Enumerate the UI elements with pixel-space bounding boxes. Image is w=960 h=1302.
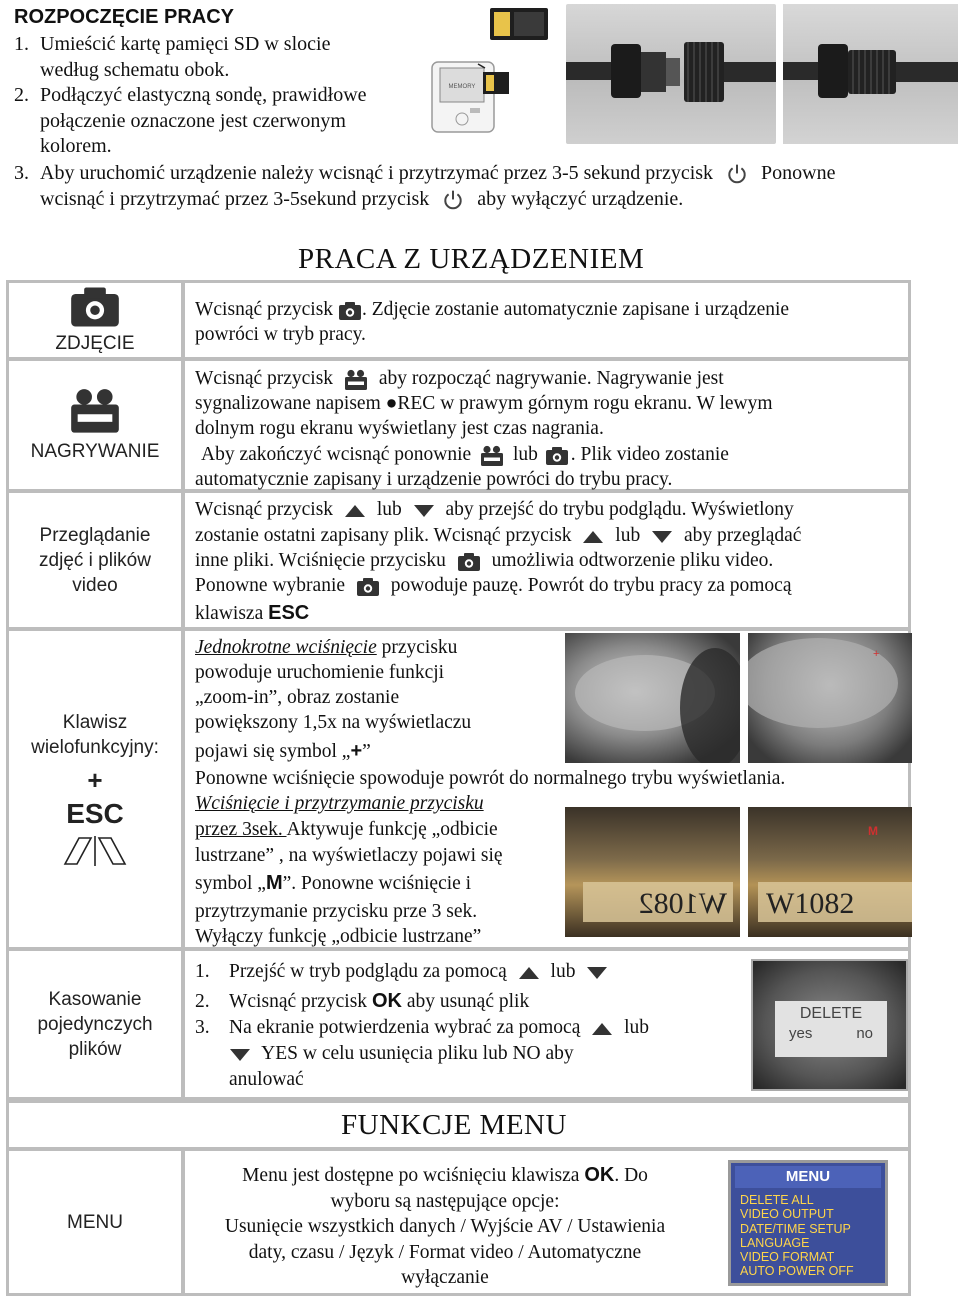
text-line: powróci w tryb pracy.	[195, 324, 366, 345]
text-line: Ponowne wciśnięcie spowoduje powrót do normalnego trybu wyświetlania.	[195, 768, 786, 789]
menu-heading-cell	[6, 1100, 911, 1150]
text-line: powiększony 1,5x na wyświetlaczu	[195, 712, 472, 733]
content-cell-browse	[182, 490, 911, 630]
delete-yes-option: yes	[789, 1025, 813, 1042]
step-2	[14, 83, 414, 160]
text-line: zostanie ostatni zapisany plik. Wcisnąć przycisk lub aby przeglądać	[195, 525, 802, 546]
down-arrow-icon	[413, 504, 435, 518]
step-text: wcisnąć i przytrzymać przez 3-5sekund przycisk	[40, 188, 430, 210]
label-cell-browse	[6, 490, 184, 630]
row-label: Przeglądanie	[39, 524, 151, 546]
camera-icon	[356, 577, 380, 597]
start-title: ROZPOCZĘCIE PRACY	[14, 6, 235, 28]
step-1	[14, 32, 414, 83]
text-line: Menu jest dostępne po wciśnięciu klawisza OK. Do	[242, 1164, 648, 1186]
camera-icon	[545, 446, 569, 466]
down-arrow-icon	[229, 1048, 251, 1062]
text-line: sygnalizowane napisem ●REC w prawym górnym rogu ekranu. W lewym	[195, 393, 773, 414]
label-cell-multi	[6, 628, 184, 950]
step-text-line: Podłączyć elastyczną sondę, prawidłowe	[40, 84, 367, 106]
row-label: ZDJĘCIE	[55, 332, 135, 354]
text-line: inne pliki. Wciśnięcie przycisku umożliwia odtworzenie pliku video.	[195, 550, 774, 571]
label-cell-photo	[6, 280, 184, 360]
row-label: NAGRYWANIE	[30, 440, 160, 462]
mirror-before-photo	[565, 807, 740, 937]
zoom-after-photo	[745, 633, 912, 763]
video-camera-icon	[344, 369, 368, 391]
label-cell-record	[6, 358, 184, 492]
text-line: dolnym rogu ekranu wyświetlany jest czas nagrania.	[195, 418, 604, 439]
row-label: Kasowanie	[48, 988, 142, 1010]
up-arrow-icon	[582, 530, 604, 544]
menu-option[interactable]: VIDEO OUTPUT	[740, 1207, 834, 1222]
text-line: lustrzane” , na wyświetlaczy pojawi się	[195, 845, 503, 866]
row-label: Klawisz	[62, 712, 128, 733]
row-label: pojedynczych	[37, 1013, 153, 1035]
power-icon	[442, 189, 464, 211]
plus-key: +	[350, 740, 363, 762]
step-text: Aby uruchomić urządzenie należy wcisnąć i przytrzymać przez 3-5 sekund przycisk	[40, 162, 714, 184]
down-arrow-icon	[586, 966, 608, 980]
text-line: Jednokrotne wciśnięcie przycisku	[195, 637, 458, 658]
camera-icon	[457, 552, 481, 572]
row-label: MENU	[67, 1211, 123, 1233]
list-item: 3. Na ekranie potwierdzenia wybrać za pomocą lub	[195, 1017, 650, 1038]
ok-key: OK	[584, 1164, 615, 1186]
ok-key: OK	[371, 990, 402, 1012]
row-label: zdjęć i plików	[39, 549, 151, 571]
content-cell-delete	[182, 948, 911, 1100]
menu-option[interactable]: LANGUAGE	[740, 1235, 810, 1250]
svg-text:W1082: W1082	[766, 887, 855, 920]
list-item: 1. Przejść w tryb podglądu za pomocą lub	[195, 959, 614, 985]
section-heading-menu: FUNKCJE MENU	[341, 1109, 567, 1141]
video-camera-icon	[480, 445, 504, 467]
mirror-icon	[55, 834, 135, 868]
text-line: automatycznie zapisany i urządzenie powróci do trybu pracy.	[195, 469, 673, 490]
menu-option[interactable]: AUTO POWER OFF	[740, 1264, 854, 1279]
text-line: powoduje uruchomienie funkcji	[195, 662, 445, 683]
text-line: Usunięcie wszystkich danych / Wyjście AV / Ustawienia	[224, 1216, 666, 1237]
svg-text:W1082: W1082	[638, 887, 727, 920]
text-line: pojawi się symbol „+”	[195, 740, 371, 762]
row-label: video	[72, 574, 118, 596]
probe-connection-photo	[566, 4, 776, 144]
text-line: przytrzymanie przycisku prze 3 sek.	[195, 901, 478, 922]
up-arrow-icon	[591, 1022, 613, 1036]
row-label: plików	[68, 1038, 122, 1060]
menu-description	[185, 1163, 705, 1291]
content-cell-photo	[182, 280, 911, 360]
row-label: wielofunkcyjny:	[31, 737, 159, 758]
list-item-continuation: anulować	[229, 1069, 304, 1090]
menu-screen-title: MENU	[735, 1166, 881, 1188]
step-3	[14, 160, 934, 212]
text-line: Wyłączy funkcję „odbicie lustrzane”	[195, 926, 482, 947]
step-text-line: połączenie oznaczone jest czerwonym	[40, 109, 346, 132]
text-line: Aby zakończyć wcisnąć ponownie lub . Plik video zostanie	[201, 444, 729, 465]
menu-option[interactable]: DATE/TIME SETUP	[740, 1221, 851, 1236]
text-line: Ponowne wybranie powoduje pauzę. Powrót do trybu pracy za pomocą	[195, 575, 792, 596]
text-line: przez 3sek. Aktywuje funkcję „odbicie	[195, 819, 498, 840]
svg-text:+: +	[873, 648, 880, 660]
label-cell-delete	[6, 948, 184, 1100]
step-text: aby wyłączyć urządzenie.	[477, 188, 684, 210]
text-line: daty, czasu / Język / Format video / Automatyczne	[248, 1241, 642, 1263]
text-line: symbol „M”. Ponowne wciśnięcie i	[195, 872, 472, 894]
delete-confirm-screen	[751, 959, 908, 1091]
delete-no-option: no	[856, 1025, 873, 1042]
svg-text:M: M	[868, 824, 878, 838]
power-icon	[726, 163, 748, 185]
probe-connected-photo	[783, 4, 958, 144]
section-heading-praca: PRACA Z URZĄDZENIEM	[298, 243, 645, 275]
step-text: Ponowne	[761, 162, 836, 184]
text-line: Wcisnąć przycisk lub aby przejść do trybu podglądu. Wyświetlony	[195, 499, 794, 520]
camera-icon	[338, 301, 362, 321]
text-line: Wcisnąć przycisk aby rozpocząć nagrywanie. Nagrywanie jest	[195, 368, 724, 389]
m-symbol: M	[265, 872, 283, 894]
esc-key: ESC	[268, 602, 310, 624]
list-item: 2. Wcisnąć przycisk OK aby usunąć plik	[195, 990, 530, 1012]
text-line: „zoom-in”, obraz zostanie	[195, 687, 400, 708]
video-camera-icon	[69, 387, 121, 435]
mirror-after-photo	[745, 807, 912, 937]
camera-icon	[69, 285, 121, 329]
down-arrow-icon	[651, 530, 673, 544]
zoom-before-photo	[565, 633, 740, 763]
step-number: 2.	[14, 84, 29, 106]
text-line: Wcisnąć przycisk . Zdjęcie zostanie automatycznie zapisane i urządzenie	[195, 299, 790, 320]
esc-key: ESC	[66, 798, 124, 829]
text-line: wyłączanie	[401, 1267, 489, 1288]
step-text-line: kolorem.	[40, 135, 112, 157]
menu-option[interactable]: VIDEO FORMAT	[740, 1250, 835, 1265]
svg-text:MEMORY: MEMORY	[448, 84, 476, 90]
step-number: 1.	[14, 33, 29, 55]
up-arrow-icon	[518, 966, 540, 980]
menu-screen	[728, 1160, 888, 1286]
up-arrow-icon	[344, 504, 366, 518]
start-section	[0, 0, 960, 230]
menu-option[interactable]: DELETE ALL	[740, 1193, 814, 1207]
step-text-line: Umieścić kartę pamięci SD w slocie	[40, 33, 331, 55]
step-text-line: według schematu obok.	[40, 58, 230, 81]
start-steps	[14, 32, 414, 160]
content-cell-multi	[182, 628, 911, 950]
device-sd-card-diagram	[428, 4, 553, 134]
label-cell-menu	[6, 1148, 184, 1296]
plus-key: +	[87, 765, 103, 795]
list-item-continuation: YES w celu usunięcia pliku lub NO aby	[229, 1041, 574, 1067]
content-cell-record	[182, 358, 911, 492]
text-line: Wciśnięcie i przytrzymanie przycisku	[195, 793, 484, 814]
text-line: wyboru są następujące opcje:	[330, 1190, 560, 1212]
step-number: 3.	[14, 162, 29, 184]
text-line: klawisza ESC	[195, 602, 310, 624]
delete-screen-title: DELETE	[799, 1005, 863, 1022]
